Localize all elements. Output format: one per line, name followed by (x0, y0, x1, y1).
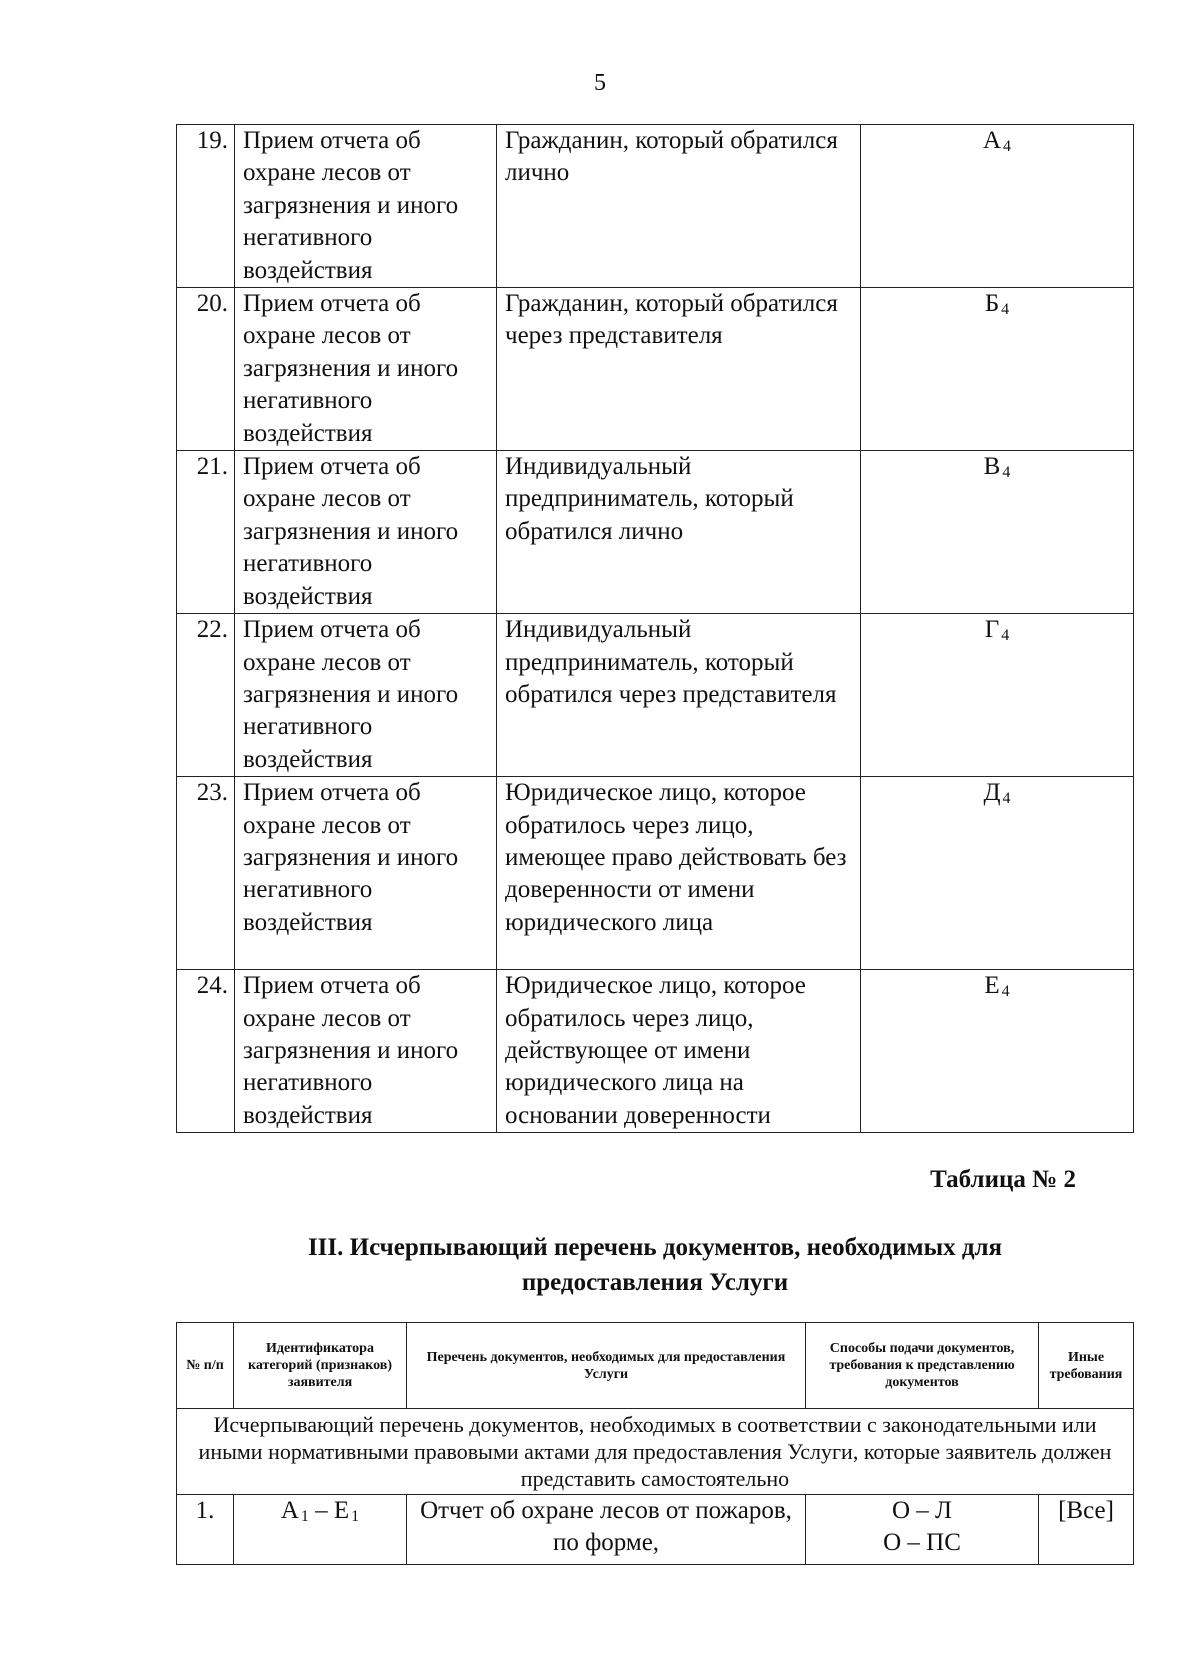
documents-table (176, 1322, 1134, 1565)
method-line: О – Л (891, 1497, 952, 1524)
header-other: Иные требования (1039, 1323, 1134, 1409)
category-subscript: 4 (1003, 138, 1012, 155)
category-letter: А (982, 127, 1002, 154)
applicant-description: Гражданин, который обратился лично (497, 125, 861, 288)
applicant-description: Индивидуальный предприниматель, который обратился через представителя (497, 614, 861, 777)
header-methods: Способы подачи документов, требования к представлению документов (806, 1323, 1039, 1409)
category-code (861, 614, 1134, 777)
category-code (861, 970, 1134, 1133)
applicant-description: Индивидуальный предприниматель, который обратился лично (497, 451, 861, 614)
category-subscript: 4 (1002, 790, 1011, 808)
row-other: [Все] (1039, 1495, 1134, 1565)
section-title-line: предоставления Услуги (521, 1269, 789, 1296)
header-documents: Перечень документов, необходимых для предоставления Услуги (407, 1323, 806, 1409)
table-section-row (177, 1409, 1134, 1495)
service-name: Прием отчета об охране лесов от загрязнения и иного негативного воздействия (235, 125, 497, 288)
header-identifiers: Идентификатора категорий (признаков) заявителя (234, 1323, 407, 1409)
service-name: Прием отчета об охране лесов от загрязнения и иного негативного воздействия (235, 777, 497, 970)
row-number: 21. (177, 451, 235, 614)
header-num: № п/п (177, 1323, 234, 1409)
table-row (177, 125, 1134, 288)
applicant-description: Юридическое лицо, которое обратилось через лицо, действующее от имени юридического лица на основании доверенности (497, 970, 861, 1133)
section-title-line: III. Исчерпывающий перечень документов, необходимых для (307, 1234, 1003, 1261)
category-code (861, 451, 1134, 614)
section-description: Исчерпывающий перечень документов, необходимых в соответствии с законодательными или иными нормативными правовыми актами для предоставления Услуги, которые заявитель должен представить самостоятельно (177, 1409, 1134, 1495)
table-header-row (177, 1323, 1134, 1409)
service-name: Прием отчета об охране лесов от загрязнения и иного негативного воздействия (235, 970, 497, 1133)
row-number: 20. (177, 288, 235, 451)
category-letter: Е (984, 972, 1000, 1000)
service-name: Прием отчета об охране лесов от загрязнения и иного негативного воздействия (235, 614, 497, 777)
category-code (861, 777, 1134, 970)
applicant-description: Гражданин, который обратился через представителя (497, 288, 861, 451)
row-number: 19. (177, 125, 235, 288)
method-line: О – ПС (883, 1529, 961, 1556)
category-subscript: 4 (1002, 464, 1011, 482)
table-row (177, 288, 1134, 451)
page-number: 5 (594, 70, 606, 96)
applicant-categories-table (176, 124, 1134, 1133)
category-letter: В (983, 453, 1001, 481)
category-subscript: 4 (1001, 627, 1010, 645)
row-document: Отчет об охране лесов от пожаров, по форме, (407, 1495, 806, 1565)
category-letter: Б (984, 290, 1000, 318)
row-number: 24. (177, 970, 235, 1133)
table-row (177, 451, 1134, 614)
row-number: 23. (177, 777, 235, 970)
service-name: Прием отчета об охране лесов от загрязнения и иного негативного воздействия (235, 288, 497, 451)
table-label: Таблица № 2 (930, 1166, 1076, 1193)
row-methods (806, 1495, 1039, 1565)
category-subscript: 4 (1001, 301, 1010, 319)
table-row (177, 1495, 1134, 1565)
row-number: 1. (177, 1495, 234, 1565)
table-row (177, 777, 1134, 970)
section-title (176, 1230, 1134, 1300)
table-row (177, 970, 1134, 1133)
row-identifiers: А 1 – Е 1 (234, 1495, 407, 1565)
category-letter: Д (983, 779, 1001, 807)
service-name: Прием отчета об охране лесов от загрязнения и иного негативного воздействия (235, 451, 497, 614)
category-code (861, 288, 1134, 451)
category-letter: Г (984, 616, 1000, 644)
applicant-description: Юридическое лицо, которое обратилось через лицо, имеющее право действовать без доверенности от имени юридического лица (497, 777, 861, 970)
category-subscript: 4 (1001, 983, 1010, 1001)
category-code (861, 125, 1134, 288)
table-row (177, 614, 1134, 777)
row-number: 22. (177, 614, 235, 777)
